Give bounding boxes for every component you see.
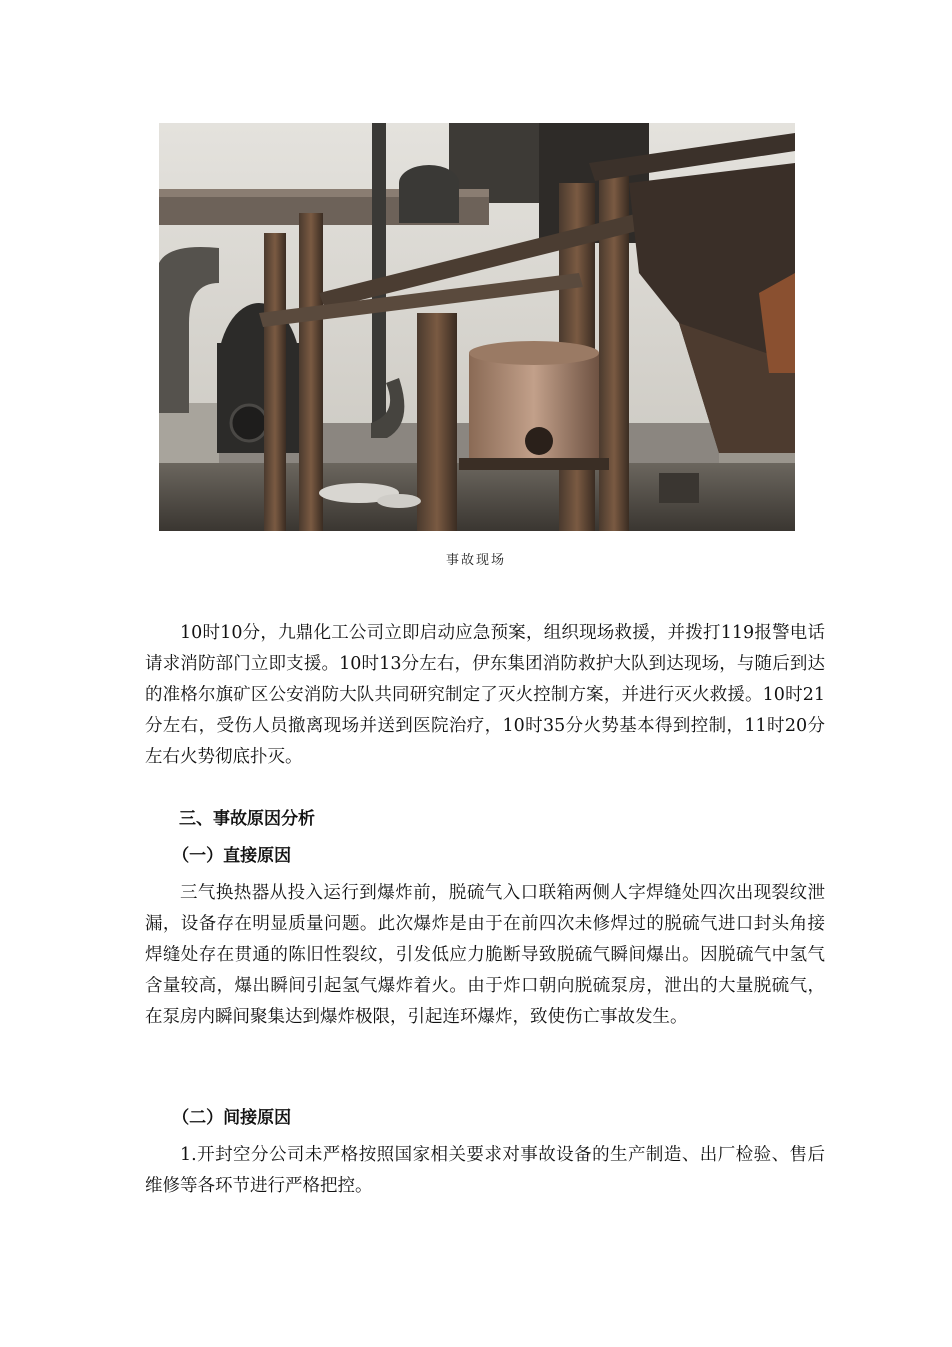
direct-cause-heading — [145, 841, 825, 872]
section-heading — [145, 804, 825, 835]
rescue-paragraph — [145, 618, 825, 773]
indirect-cause-paragraph — [145, 1140, 825, 1202]
direct-cause-text: 三气换热器从投入运行到爆炸前，脱硫气入口联箱两侧人字焊缝处四次出现裂纹泄漏，设备存在明显质量问题。此次爆炸是由于在前四次未修焊过的脱硫气进口封头角接焊缝处存在贯通的陈旧性裂纹，引发低应力脆断导致脱硫气瞬间爆出。因脱硫气中氢气含量较高，爆出瞬间引起氢气爆炸着火。由于炸口朝向脱硫泵房，泄出的大量脱硫气，在泵房内瞬间聚集达到爆炸极限，引起连环爆炸，致使伤亡事故发生。 — [145, 883, 825, 1027]
direct-cause-paragraph — [145, 878, 825, 1033]
direct-cause-title: （一）直接原因 — [172, 846, 292, 866]
indirect-cause-1-text: 1.开封空分公司未严格按照国家相关要求对事故设备的生产制造、出厂检验、售后维修等各环节进行严格把控。 — [145, 1145, 825, 1196]
figure-caption: 事故现场 — [445, 553, 506, 568]
section-three-title: 三、事故原因分析 — [179, 809, 315, 829]
rescue-paragraph-text: 10时10分，九鼎化工公司立即启动应急预案，组织现场救援，并拨打119报警电话请求消防部门立即支援。10时13分左右，伊东集团消防救护大队到达现场，与随后到达的准格尔旗矿区公安消防大队共同研究制定了灭火控制方案，并进行灭火救援。10时21分左右，受伤人员撤离现场并送到医院治疗，10时35分火势基本得到控制，11时20分左右火势彻底扑灭。 — [145, 623, 825, 767]
indirect-cause-title: （二）间接原因 — [172, 1108, 292, 1128]
indirect-cause-heading — [145, 1103, 825, 1134]
accident-scene-photo — [159, 123, 795, 531]
accident-scene-illustration — [159, 123, 795, 531]
